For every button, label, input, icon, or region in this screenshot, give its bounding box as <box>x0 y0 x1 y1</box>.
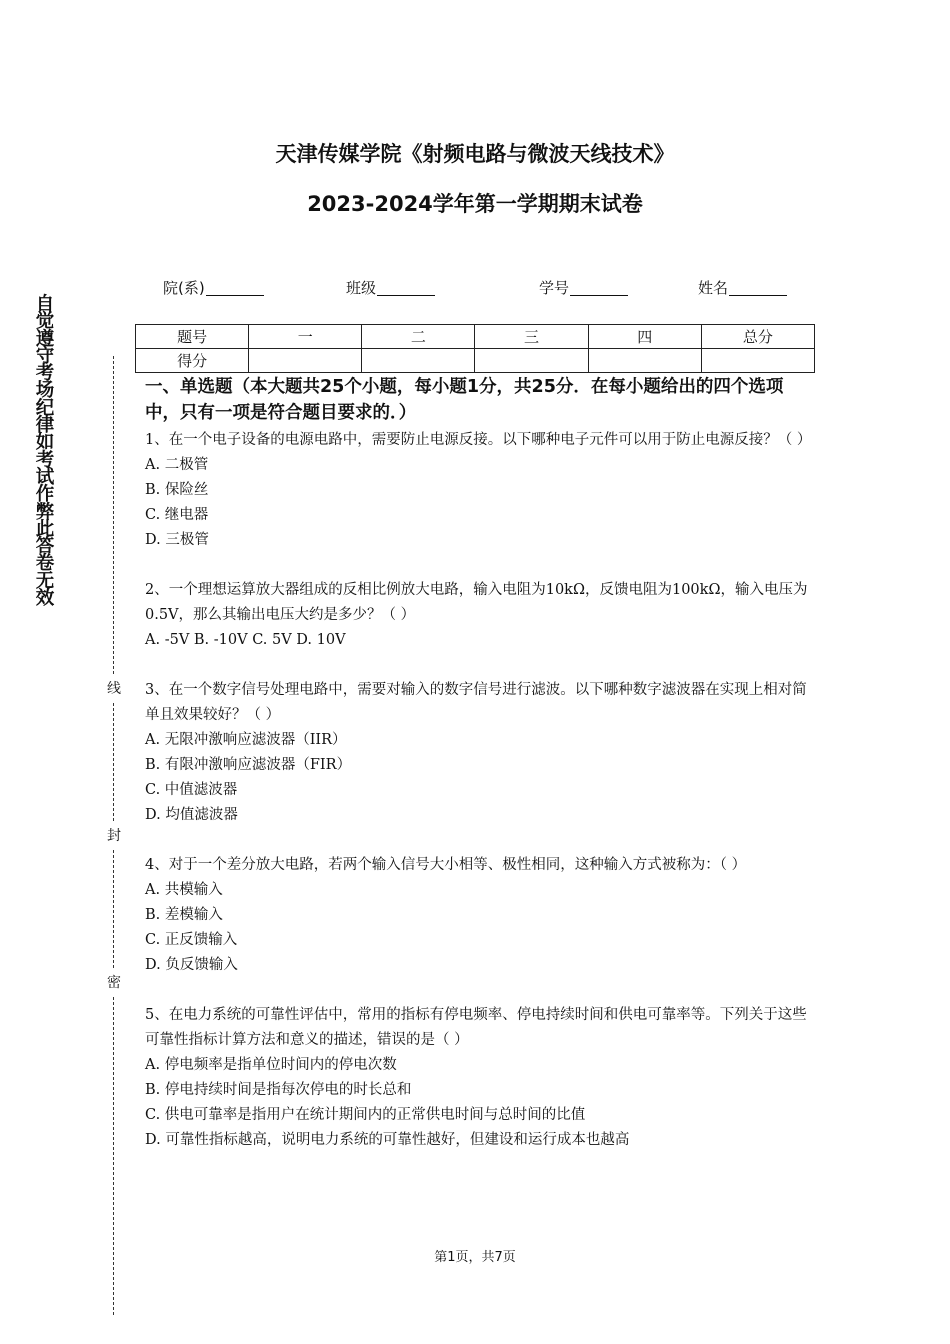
student-id-label: 学号 <box>539 279 570 297</box>
score-table-label-score: 得分 <box>136 349 249 373</box>
option-d[interactable]: D. 负反馈输入 <box>145 957 238 973</box>
question-stem: 4、对于一个差分放大电路，若两个输入信号大小相等、极性相同，这种输入方式被称为：（ ） <box>145 857 747 873</box>
option-d[interactable]: D. 三极管 <box>145 532 209 548</box>
binding-dash-line-2 <box>113 703 114 821</box>
score-table-col-2: 二 <box>362 325 475 349</box>
score-table-header-row <box>136 325 815 349</box>
score-cell-1[interactable] <box>249 349 362 373</box>
option-b[interactable]: B. 差模输入 <box>145 907 223 923</box>
section-heading: 一、单选题（本大题共25个小题，每小题1分，共25分．在每小题给出的四个选项中，只有一项是符合题目要求的．） <box>145 377 784 423</box>
department-blank[interactable] <box>206 280 264 296</box>
option-b[interactable]: B. 保险丝 <box>145 482 209 498</box>
score-table <box>135 324 815 373</box>
margin-label-secret: 密 <box>107 975 121 991</box>
score-table-col-4: 四 <box>588 325 701 349</box>
binding-dash-line-4 <box>113 997 114 1315</box>
option-d[interactable]: D. 均值滤波器 <box>145 807 238 823</box>
question-2 <box>145 578 815 653</box>
option-b[interactable]: B. 停电持续时间是指每次停电的时长总和 <box>145 1082 412 1098</box>
option-line[interactable]: A. -5V B. -10V C. 5V D. 10V <box>145 632 346 648</box>
question-stem: 3、在一个数字信号处理电路中，需要对输入的数字信号进行滤波。以下哪种数字滤波器在实现上相对简单且效果较好？（ ） <box>145 682 807 723</box>
option-c[interactable]: C. 正反馈输入 <box>145 932 238 948</box>
binding-dash-line-3 <box>113 850 114 968</box>
option-a[interactable]: A. 停电频率是指单位时间内的停电次数 <box>145 1057 397 1073</box>
score-table-col-1: 一 <box>249 325 362 349</box>
question-5 <box>145 1003 815 1153</box>
student-id-field <box>539 277 628 298</box>
margin-label-seal: 封 <box>107 828 121 844</box>
name-blank[interactable] <box>729 280 787 296</box>
question-4 <box>145 856 815 978</box>
score-cell-3[interactable] <box>475 349 588 373</box>
option-c[interactable]: C. 继电器 <box>145 507 209 523</box>
option-c[interactable]: C. 供电可靠率是指用户在统计期间内的正常供电时间与总时间的比值 <box>145 1107 586 1123</box>
class-field <box>346 277 435 298</box>
binding-dash-line-1 <box>113 356 114 674</box>
question-stem: 5、在电力系统的可靠性评估中，常用的指标有停电频率、停电持续时间和供电可靠率等。下列关于这些可靠性指标计算方法和意义的描述，错误的是（ ） <box>145 1007 807 1048</box>
department-label: 院(系) <box>163 279 205 297</box>
exam-content <box>145 374 815 1153</box>
name-field <box>698 277 787 298</box>
option-a[interactable]: A. 共模输入 <box>145 882 223 898</box>
option-b[interactable]: B. 有限冲激响应滤波器（FIR） <box>145 757 352 773</box>
class-label: 班级 <box>346 279 377 297</box>
question-1 <box>145 428 815 553</box>
option-a[interactable]: A. 无限冲激响应滤波器（IIR） <box>145 732 347 748</box>
score-table-col-3: 三 <box>475 325 588 349</box>
student-id-blank[interactable] <box>570 280 628 296</box>
department-field <box>163 277 264 298</box>
score-cell-2[interactable] <box>362 349 475 373</box>
exam-title-line2: 2023-2024学年第一学期期末试卷 <box>307 192 643 216</box>
side-notice: 自觉遵守考场纪律如考试作弊此答卷无效 <box>35 294 55 610</box>
question-stem: 2、一个理想运算放大器组成的反相比例放大电路，输入电阻为10kΩ，反馈电阻为100kΩ，输入电压为0.5V，那么其输出电压大约是多少？（ ） <box>145 582 808 623</box>
exam-title-line1: 天津传媒学院《射频电路与微波天线技术》 <box>275 142 675 166</box>
score-table-col-total: 总分 <box>701 325 814 349</box>
option-c[interactable]: C. 中值滤波器 <box>145 782 238 798</box>
score-table-label-title: 题号 <box>136 325 249 349</box>
score-cell-4[interactable] <box>588 349 701 373</box>
score-cell-total[interactable] <box>701 349 814 373</box>
name-label: 姓名 <box>698 279 729 297</box>
option-d[interactable]: D. 可靠性指标越高，说明电力系统的可靠性越好，但建设和运行成本也越高 <box>145 1132 630 1148</box>
option-a[interactable]: A. 二极管 <box>145 457 209 473</box>
question-3 <box>145 678 815 828</box>
class-blank[interactable] <box>377 280 435 296</box>
question-stem: 1、在一个电子设备的电源电路中，需要防止电源反接。以下哪种电子元件可以用于防止电源反接？（ ） <box>145 432 812 448</box>
page-footer: 第1页，共7页 <box>434 1250 516 1265</box>
margin-label-line: 线 <box>107 681 121 697</box>
score-table-score-row <box>136 349 815 373</box>
